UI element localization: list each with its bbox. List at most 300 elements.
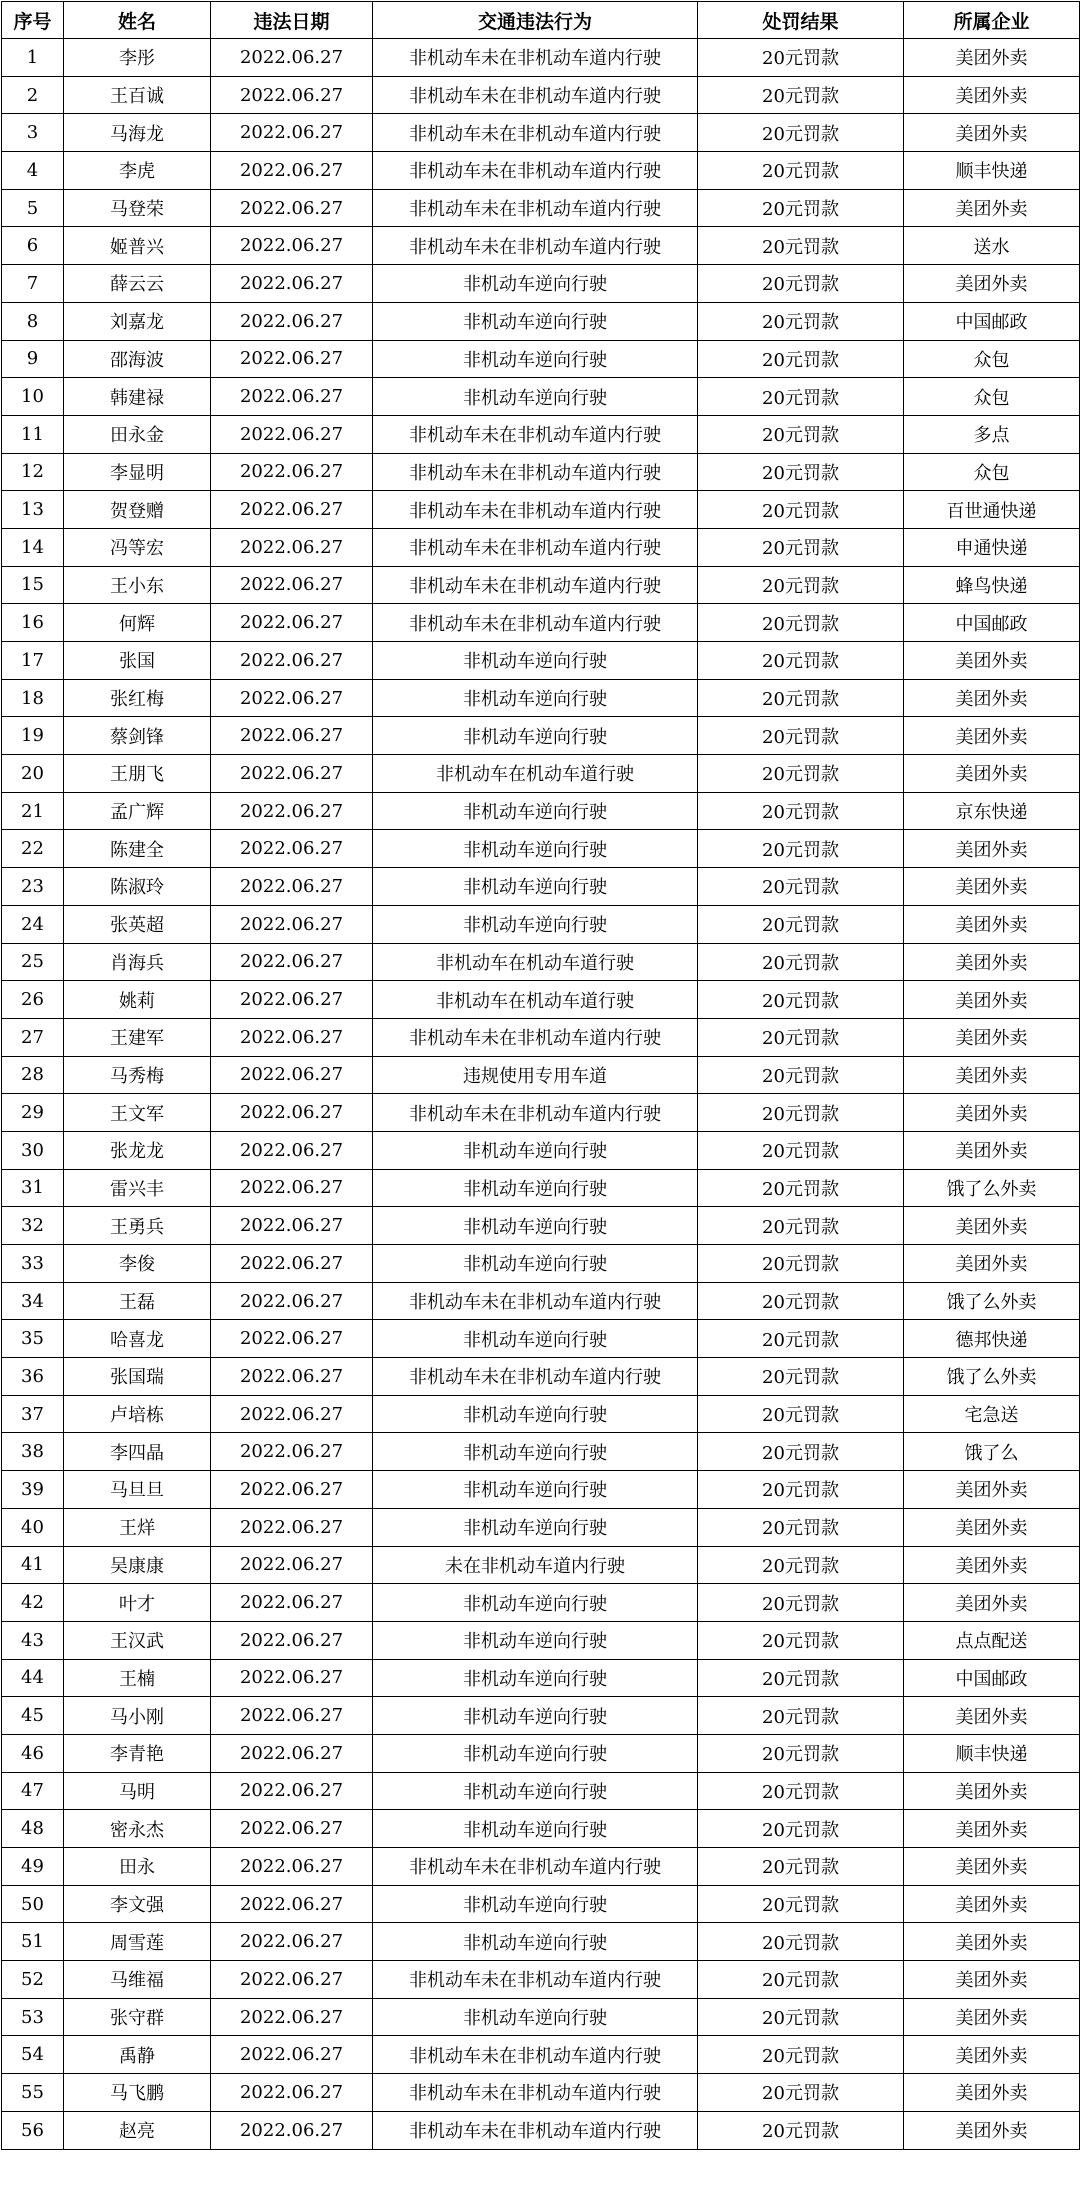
table-row [2, 152, 1080, 190]
cell-penalty: 20元罚款 [698, 868, 904, 906]
cell-index: 52 [2, 1961, 64, 1999]
cell-penalty: 20元罚款 [698, 2036, 904, 2074]
cell-date: 2022.06.27 [211, 1395, 373, 1433]
table-row [2, 1169, 1080, 1207]
cell-violation: 非机动车逆向行驶 [373, 1320, 698, 1358]
cell-violation: 非机动车逆向行驶 [373, 830, 698, 868]
cell-name: 张守群 [64, 1998, 211, 2036]
table-row [2, 566, 1080, 604]
cell-name: 刘嘉龙 [64, 302, 211, 340]
cell-company: 美团外卖 [904, 1772, 1080, 1810]
cell-company: 美团外卖 [904, 2111, 1080, 2149]
table-row [2, 1621, 1080, 1659]
cell-name: 田永 [64, 1848, 211, 1886]
cell-company: 美团外卖 [904, 1961, 1080, 1999]
cell-name: 王勇兵 [64, 1207, 211, 1245]
cell-penalty: 20元罚款 [698, 39, 904, 77]
table-row [2, 378, 1080, 416]
cell-company: 美团外卖 [904, 1810, 1080, 1848]
cell-index: 8 [2, 302, 64, 340]
table-row [2, 415, 1080, 453]
cell-company: 美团外卖 [904, 76, 1080, 114]
cell-company: 美团外卖 [904, 1056, 1080, 1094]
cell-penalty: 20元罚款 [698, 1697, 904, 1735]
table-row [2, 604, 1080, 642]
table-row [2, 1245, 1080, 1283]
table-row [2, 830, 1080, 868]
cell-penalty: 20元罚款 [698, 1056, 904, 1094]
cell-violation: 非机动车逆向行驶 [373, 1471, 698, 1509]
table-row [2, 679, 1080, 717]
cell-date: 2022.06.27 [211, 1433, 373, 1471]
cell-company: 美团外卖 [904, 265, 1080, 303]
cell-violation: 非机动车在机动车道行驶 [373, 943, 698, 981]
table-row [2, 1056, 1080, 1094]
cell-company: 美团外卖 [904, 830, 1080, 868]
cell-name: 李俊 [64, 1245, 211, 1283]
cell-violation: 非机动车未在非机动车道内行驶 [373, 491, 698, 529]
cell-violation: 非机动车未在非机动车道内行驶 [373, 2036, 698, 2074]
table-row [2, 981, 1080, 1019]
cell-name: 雷兴丰 [64, 1169, 211, 1207]
cell-violation: 非机动车逆向行驶 [373, 1659, 698, 1697]
cell-index: 29 [2, 1094, 64, 1132]
cell-name: 冯等宏 [64, 528, 211, 566]
cell-date: 2022.06.27 [211, 1508, 373, 1546]
table-row [2, 868, 1080, 906]
cell-name: 邵海波 [64, 340, 211, 378]
cell-index: 17 [2, 642, 64, 680]
cell-index: 51 [2, 1923, 64, 1961]
cell-date: 2022.06.27 [211, 227, 373, 265]
cell-company: 百世通快递 [904, 491, 1080, 529]
cell-index: 56 [2, 2111, 64, 2149]
cell-company: 美团外卖 [904, 679, 1080, 717]
cell-penalty: 20元罚款 [698, 76, 904, 114]
cell-violation: 非机动车逆向行驶 [373, 1169, 698, 1207]
cell-penalty: 20元罚款 [698, 566, 904, 604]
table-row [2, 1094, 1080, 1132]
cell-violation: 非机动车逆向行驶 [373, 1508, 698, 1546]
cell-index: 30 [2, 1131, 64, 1169]
cell-index: 31 [2, 1169, 64, 1207]
cell-date: 2022.06.27 [211, 566, 373, 604]
cell-index: 4 [2, 152, 64, 190]
cell-name: 李虎 [64, 152, 211, 190]
cell-name: 周雪莲 [64, 1923, 211, 1961]
cell-name: 马飞鹏 [64, 2074, 211, 2112]
cell-violation: 非机动车未在非机动车道内行驶 [373, 1282, 698, 1320]
cell-date: 2022.06.27 [211, 265, 373, 303]
cell-violation: 非机动车逆向行驶 [373, 1734, 698, 1772]
cell-company: 德邦快递 [904, 1320, 1080, 1358]
cell-name: 马旦旦 [64, 1471, 211, 1509]
cell-index: 11 [2, 415, 64, 453]
cell-index: 40 [2, 1508, 64, 1546]
table-row [2, 717, 1080, 755]
cell-company: 美团外卖 [904, 1094, 1080, 1132]
cell-violation: 非机动车未在非机动车道内行驶 [373, 1961, 698, 1999]
cell-date: 2022.06.27 [211, 642, 373, 680]
cell-index: 15 [2, 566, 64, 604]
cell-penalty: 20元罚款 [698, 905, 904, 943]
cell-penalty: 20元罚款 [698, 1584, 904, 1622]
cell-date: 2022.06.27 [211, 1056, 373, 1094]
cell-index: 39 [2, 1471, 64, 1509]
cell-penalty: 20元罚款 [698, 1395, 904, 1433]
cell-penalty: 20元罚款 [698, 1131, 904, 1169]
cell-date: 2022.06.27 [211, 1584, 373, 1622]
cell-index: 16 [2, 604, 64, 642]
cell-name: 哈喜龙 [64, 1320, 211, 1358]
cell-date: 2022.06.27 [211, 1772, 373, 1810]
cell-violation: 非机动车未在非机动车道内行驶 [373, 39, 698, 77]
cell-index: 47 [2, 1772, 64, 1810]
header-name: 姓名 [64, 2, 211, 39]
cell-violation: 非机动车未在非机动车道内行驶 [373, 1848, 698, 1886]
cell-penalty: 20元罚款 [698, 830, 904, 868]
cell-index: 48 [2, 1810, 64, 1848]
cell-index: 45 [2, 1697, 64, 1735]
cell-date: 2022.06.27 [211, 2036, 373, 2074]
cell-penalty: 20元罚款 [698, 943, 904, 981]
cell-date: 2022.06.27 [211, 76, 373, 114]
table-row [2, 189, 1080, 227]
cell-penalty: 20元罚款 [698, 1546, 904, 1584]
cell-penalty: 20元罚款 [698, 415, 904, 453]
cell-date: 2022.06.27 [211, 39, 373, 77]
table-row [2, 1584, 1080, 1622]
cell-company: 点点配送 [904, 1621, 1080, 1659]
cell-index: 49 [2, 1848, 64, 1886]
cell-date: 2022.06.27 [211, 1320, 373, 1358]
cell-violation: 非机动车未在非机动车道内行驶 [373, 415, 698, 453]
cell-company: 众包 [904, 453, 1080, 491]
cell-index: 20 [2, 755, 64, 793]
cell-company: 饿了么 [904, 1433, 1080, 1471]
cell-date: 2022.06.27 [211, 868, 373, 906]
cell-index: 9 [2, 340, 64, 378]
cell-date: 2022.06.27 [211, 905, 373, 943]
table-row [2, 76, 1080, 114]
cell-date: 2022.06.27 [211, 679, 373, 717]
cell-index: 6 [2, 227, 64, 265]
cell-date: 2022.06.27 [211, 943, 373, 981]
cell-company: 美团外卖 [904, 1923, 1080, 1961]
cell-violation: 非机动车逆向行驶 [373, 1131, 698, 1169]
cell-penalty: 20元罚款 [698, 1282, 904, 1320]
cell-date: 2022.06.27 [211, 1961, 373, 1999]
table-row [2, 943, 1080, 981]
table-row [2, 1131, 1080, 1169]
cell-violation: 未在非机动车道内行驶 [373, 1546, 698, 1584]
cell-date: 2022.06.27 [211, 1546, 373, 1584]
cell-date: 2022.06.27 [211, 152, 373, 190]
table-row [2, 1998, 1080, 2036]
cell-violation: 非机动车未在非机动车道内行驶 [373, 2074, 698, 2112]
cell-index: 36 [2, 1358, 64, 1396]
table-row [2, 1772, 1080, 1810]
cell-penalty: 20元罚款 [698, 1961, 904, 1999]
cell-name: 马明 [64, 1772, 211, 1810]
cell-penalty: 20元罚款 [698, 1810, 904, 1848]
cell-index: 3 [2, 114, 64, 152]
cell-name: 马小刚 [64, 1697, 211, 1735]
cell-name: 张英超 [64, 905, 211, 943]
cell-company: 饿了么外卖 [904, 1358, 1080, 1396]
cell-date: 2022.06.27 [211, 1810, 373, 1848]
cell-company: 美团外卖 [904, 1697, 1080, 1735]
cell-penalty: 20元罚款 [698, 1471, 904, 1509]
cell-date: 2022.06.27 [211, 1169, 373, 1207]
cell-index: 24 [2, 905, 64, 943]
cell-name: 陈建全 [64, 830, 211, 868]
cell-date: 2022.06.27 [211, 1471, 373, 1509]
table-row [2, 642, 1080, 680]
cell-index: 13 [2, 491, 64, 529]
cell-violation: 非机动车未在非机动车道内行驶 [373, 76, 698, 114]
cell-index: 10 [2, 378, 64, 416]
cell-index: 18 [2, 679, 64, 717]
cell-date: 2022.06.27 [211, 528, 373, 566]
cell-company: 众包 [904, 340, 1080, 378]
cell-penalty: 20元罚款 [698, 1923, 904, 1961]
table-row [2, 265, 1080, 303]
cell-violation: 非机动车逆向行驶 [373, 265, 698, 303]
cell-date: 2022.06.27 [211, 1358, 373, 1396]
cell-name: 王烊 [64, 1508, 211, 1546]
cell-index: 12 [2, 453, 64, 491]
cell-date: 2022.06.27 [211, 1998, 373, 2036]
cell-company: 美团外卖 [904, 39, 1080, 77]
table-row [2, 1734, 1080, 1772]
cell-index: 54 [2, 2036, 64, 2074]
cell-index: 50 [2, 1885, 64, 1923]
cell-company: 申通快递 [904, 528, 1080, 566]
cell-name: 马维福 [64, 1961, 211, 1999]
table-row [2, 1395, 1080, 1433]
cell-violation: 非机动车未在非机动车道内行驶 [373, 189, 698, 227]
cell-name: 李彤 [64, 39, 211, 77]
cell-company: 中国邮政 [904, 1659, 1080, 1697]
table-row [2, 905, 1080, 943]
cell-name: 赵亮 [64, 2111, 211, 2149]
table-row [2, 528, 1080, 566]
table-row [2, 39, 1080, 77]
cell-penalty: 20元罚款 [698, 1207, 904, 1245]
cell-index: 46 [2, 1734, 64, 1772]
table-row [2, 2074, 1080, 2112]
cell-date: 2022.06.27 [211, 415, 373, 453]
cell-penalty: 20元罚款 [698, 1018, 904, 1056]
cell-company: 众包 [904, 378, 1080, 416]
cell-date: 2022.06.27 [211, 1621, 373, 1659]
cell-penalty: 20元罚款 [698, 2074, 904, 2112]
cell-company: 美团外卖 [904, 905, 1080, 943]
cell-name: 张国瑞 [64, 1358, 211, 1396]
cell-violation: 非机动车在机动车道行驶 [373, 981, 698, 1019]
cell-date: 2022.06.27 [211, 717, 373, 755]
table-row [2, 340, 1080, 378]
cell-index: 1 [2, 39, 64, 77]
cell-date: 2022.06.27 [211, 1885, 373, 1923]
cell-company: 美团外卖 [904, 2074, 1080, 2112]
table-row [2, 1923, 1080, 1961]
cell-violation: 非机动车逆向行驶 [373, 642, 698, 680]
cell-penalty: 20元罚款 [698, 189, 904, 227]
cell-violation: 非机动车未在非机动车道内行驶 [373, 1094, 698, 1132]
cell-date: 2022.06.27 [211, 1131, 373, 1169]
cell-index: 35 [2, 1320, 64, 1358]
cell-violation: 非机动车逆向行驶 [373, 792, 698, 830]
header-index: 序号 [2, 2, 64, 39]
cell-index: 41 [2, 1546, 64, 1584]
cell-name: 马秀梅 [64, 1056, 211, 1094]
cell-company: 中国邮政 [904, 604, 1080, 642]
cell-company: 美团外卖 [904, 642, 1080, 680]
table-header-row [2, 2, 1080, 39]
cell-index: 19 [2, 717, 64, 755]
cell-company: 美团外卖 [904, 755, 1080, 793]
cell-index: 22 [2, 830, 64, 868]
cell-violation: 非机动车逆向行驶 [373, 679, 698, 717]
cell-violation: 非机动车逆向行驶 [373, 1885, 698, 1923]
table-row [2, 1018, 1080, 1056]
table-row [2, 1358, 1080, 1396]
cell-index: 23 [2, 868, 64, 906]
cell-violation: 非机动车逆向行驶 [373, 378, 698, 416]
cell-penalty: 20元罚款 [698, 528, 904, 566]
cell-penalty: 20元罚款 [698, 1998, 904, 2036]
cell-index: 2 [2, 76, 64, 114]
cell-date: 2022.06.27 [211, 1734, 373, 1772]
cell-violation: 非机动车逆向行驶 [373, 1772, 698, 1810]
cell-penalty: 20元罚款 [698, 755, 904, 793]
cell-name: 张国 [64, 642, 211, 680]
cell-name: 姚莉 [64, 981, 211, 1019]
cell-date: 2022.06.27 [211, 453, 373, 491]
cell-company: 美团外卖 [904, 1848, 1080, 1886]
cell-violation: 非机动车逆向行驶 [373, 1584, 698, 1622]
cell-index: 37 [2, 1395, 64, 1433]
cell-date: 2022.06.27 [211, 792, 373, 830]
cell-index: 53 [2, 1998, 64, 2036]
cell-name: 王朋飞 [64, 755, 211, 793]
table-row [2, 1546, 1080, 1584]
cell-name: 陈淑玲 [64, 868, 211, 906]
cell-penalty: 20元罚款 [698, 1734, 904, 1772]
cell-name: 李文强 [64, 1885, 211, 1923]
cell-company: 美团外卖 [904, 1207, 1080, 1245]
cell-violation: 违规使用专用车道 [373, 1056, 698, 1094]
cell-name: 王建军 [64, 1018, 211, 1056]
cell-company: 美团外卖 [904, 1471, 1080, 1509]
cell-date: 2022.06.27 [211, 1094, 373, 1132]
cell-name: 王磊 [64, 1282, 211, 1320]
cell-penalty: 20元罚款 [698, 1659, 904, 1697]
cell-company: 美团外卖 [904, 1018, 1080, 1056]
cell-date: 2022.06.27 [211, 981, 373, 1019]
cell-index: 14 [2, 528, 64, 566]
cell-penalty: 20元罚款 [698, 1621, 904, 1659]
cell-date: 2022.06.27 [211, 189, 373, 227]
cell-date: 2022.06.27 [211, 2111, 373, 2149]
table-row [2, 1433, 1080, 1471]
cell-name: 贺登赠 [64, 491, 211, 529]
cell-index: 21 [2, 792, 64, 830]
cell-name: 禹静 [64, 2036, 211, 2074]
cell-violation: 非机动车逆向行驶 [373, 302, 698, 340]
cell-penalty: 20元罚款 [698, 1433, 904, 1471]
table-row [2, 453, 1080, 491]
cell-name: 何辉 [64, 604, 211, 642]
cell-date: 2022.06.27 [211, 1697, 373, 1735]
cell-violation: 非机动车逆向行驶 [373, 1810, 698, 1848]
cell-index: 33 [2, 1245, 64, 1283]
cell-date: 2022.06.27 [211, 1848, 373, 1886]
cell-company: 美团外卖 [904, 1885, 1080, 1923]
table-row [2, 1659, 1080, 1697]
cell-penalty: 20元罚款 [698, 265, 904, 303]
cell-name: 韩建禄 [64, 378, 211, 416]
cell-penalty: 20元罚款 [698, 302, 904, 340]
cell-name: 王楠 [64, 1659, 211, 1697]
cell-violation: 非机动车未在非机动车道内行驶 [373, 152, 698, 190]
cell-penalty: 20元罚款 [698, 340, 904, 378]
cell-company: 送水 [904, 227, 1080, 265]
cell-name: 马海龙 [64, 114, 211, 152]
cell-index: 26 [2, 981, 64, 1019]
cell-penalty: 20元罚款 [698, 1169, 904, 1207]
cell-date: 2022.06.27 [211, 378, 373, 416]
cell-penalty: 20元罚款 [698, 792, 904, 830]
table-row [2, 1810, 1080, 1848]
cell-name: 叶才 [64, 1584, 211, 1622]
cell-violation: 非机动车逆向行驶 [373, 1207, 698, 1245]
cell-company: 京东快递 [904, 792, 1080, 830]
cell-penalty: 20元罚款 [698, 1848, 904, 1886]
cell-penalty: 20元罚款 [698, 1320, 904, 1358]
cell-name: 密永杰 [64, 1810, 211, 1848]
cell-violation: 非机动车逆向行驶 [373, 905, 698, 943]
cell-penalty: 20元罚款 [698, 1885, 904, 1923]
table-row [2, 1961, 1080, 1999]
cell-violation: 非机动车逆向行驶 [373, 1395, 698, 1433]
cell-penalty: 20元罚款 [698, 227, 904, 265]
table-row [2, 1508, 1080, 1546]
table-row [2, 2036, 1080, 2074]
cell-violation: 非机动车在机动车道行驶 [373, 755, 698, 793]
cell-date: 2022.06.27 [211, 1659, 373, 1697]
cell-name: 肖海兵 [64, 943, 211, 981]
cell-company: 中国邮政 [904, 302, 1080, 340]
cell-date: 2022.06.27 [211, 604, 373, 642]
cell-date: 2022.06.27 [211, 491, 373, 529]
cell-violation: 非机动车未在非机动车道内行驶 [373, 1358, 698, 1396]
cell-violation: 非机动车未在非机动车道内行驶 [373, 114, 698, 152]
cell-name: 马登荣 [64, 189, 211, 227]
cell-company: 美团外卖 [904, 1546, 1080, 1584]
cell-date: 2022.06.27 [211, 755, 373, 793]
cell-penalty: 20元罚款 [698, 1508, 904, 1546]
cell-date: 2022.06.27 [211, 302, 373, 340]
cell-company: 顺丰快递 [904, 1734, 1080, 1772]
cell-violation: 非机动车逆向行驶 [373, 1621, 698, 1659]
cell-index: 42 [2, 1584, 64, 1622]
cell-violation: 非机动车逆向行驶 [373, 868, 698, 906]
cell-date: 2022.06.27 [211, 830, 373, 868]
cell-company: 饿了么外卖 [904, 1282, 1080, 1320]
